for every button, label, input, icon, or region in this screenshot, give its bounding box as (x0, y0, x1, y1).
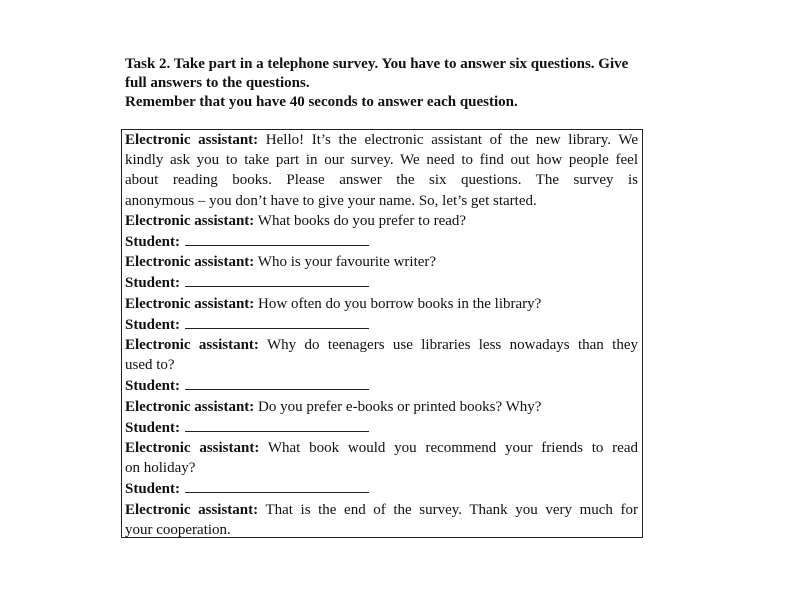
answer-blank-5[interactable] (185, 417, 369, 432)
assistant-label: Electronic assistant: (125, 398, 255, 415)
assistant-label: Electronic assistant: (125, 254, 255, 271)
question-6 (125, 438, 638, 458)
question-6-cont: on holiday? (125, 460, 196, 477)
question-5 (125, 397, 638, 417)
question-4-text: Why do teenagers use libraries less nowadays than they (267, 337, 638, 354)
student-answer-6 (125, 478, 638, 499)
question-6-text: What book would you recommend your friends to read (267, 440, 638, 457)
intro-text-1: Hello! It’s the electronic assistant of the new library. We (265, 132, 639, 148)
task-line-3: Remember that you have 40 seconds to answer each question. (125, 94, 518, 110)
intro-line-3: about reading books. Please answer the six questions. The survey is (125, 172, 638, 189)
student-label: Student: (125, 234, 181, 251)
question-1 (125, 211, 638, 231)
task-line-2: full answers to the questions. (125, 75, 310, 91)
survey-dialog-box (121, 129, 643, 538)
answer-blank-4[interactable] (185, 375, 369, 390)
question-4-cont: used to? (125, 357, 175, 374)
assistant-label: Electronic assistant: (125, 295, 255, 312)
student-label: Student: (125, 419, 181, 436)
question-3 (125, 294, 638, 314)
assistant-label: Electronic assistant: (125, 337, 259, 354)
closing-line-cont: your cooperation. (125, 521, 231, 538)
closing-line (125, 500, 638, 520)
student-answer-3 (125, 314, 638, 335)
intro-line-1 (125, 130, 638, 150)
student-label: Student: (125, 275, 181, 292)
task-instructions (125, 55, 685, 112)
closing-text: That is the end of the survey. Thank you very much for (265, 501, 639, 518)
student-label: Student: (125, 378, 181, 395)
question-3-text: How often do you borrow books in the library? (258, 295, 542, 312)
answer-blank-2[interactable] (185, 272, 369, 287)
answer-blank-6[interactable] (185, 478, 369, 493)
student-answer-5 (125, 417, 638, 438)
question-2 (125, 252, 638, 272)
answer-blank-1[interactable] (185, 231, 369, 246)
assistant-label: Electronic assistant: (125, 132, 259, 148)
student-label: Student: (125, 481, 181, 498)
assistant-label: Electronic assistant: (125, 212, 255, 229)
student-label: Student: (125, 316, 181, 333)
assistant-label: Electronic assistant: (125, 501, 259, 518)
question-5-text: Do you prefer e-books or printed books? Why? (258, 398, 542, 415)
intro-line-2: kindly ask you to take part in our survey. We need to find out how people feel (125, 152, 638, 169)
question-4 (125, 335, 638, 355)
student-answer-4 (125, 375, 638, 396)
student-answer-2 (125, 272, 638, 293)
answer-blank-3[interactable] (185, 314, 369, 329)
question-1-text: What books do you prefer to read? (257, 212, 467, 229)
question-2-text: Who is your favourite writer? (257, 254, 437, 271)
assistant-label: Electronic assistant: (125, 440, 260, 457)
intro-line-4: anonymous – you don’t have to give your name. So, let’s get started. (125, 192, 537, 209)
task-line-1: Task 2. Take part in a telephone survey. You have to answer six questions. Give (125, 56, 629, 72)
student-answer-1 (125, 231, 638, 252)
